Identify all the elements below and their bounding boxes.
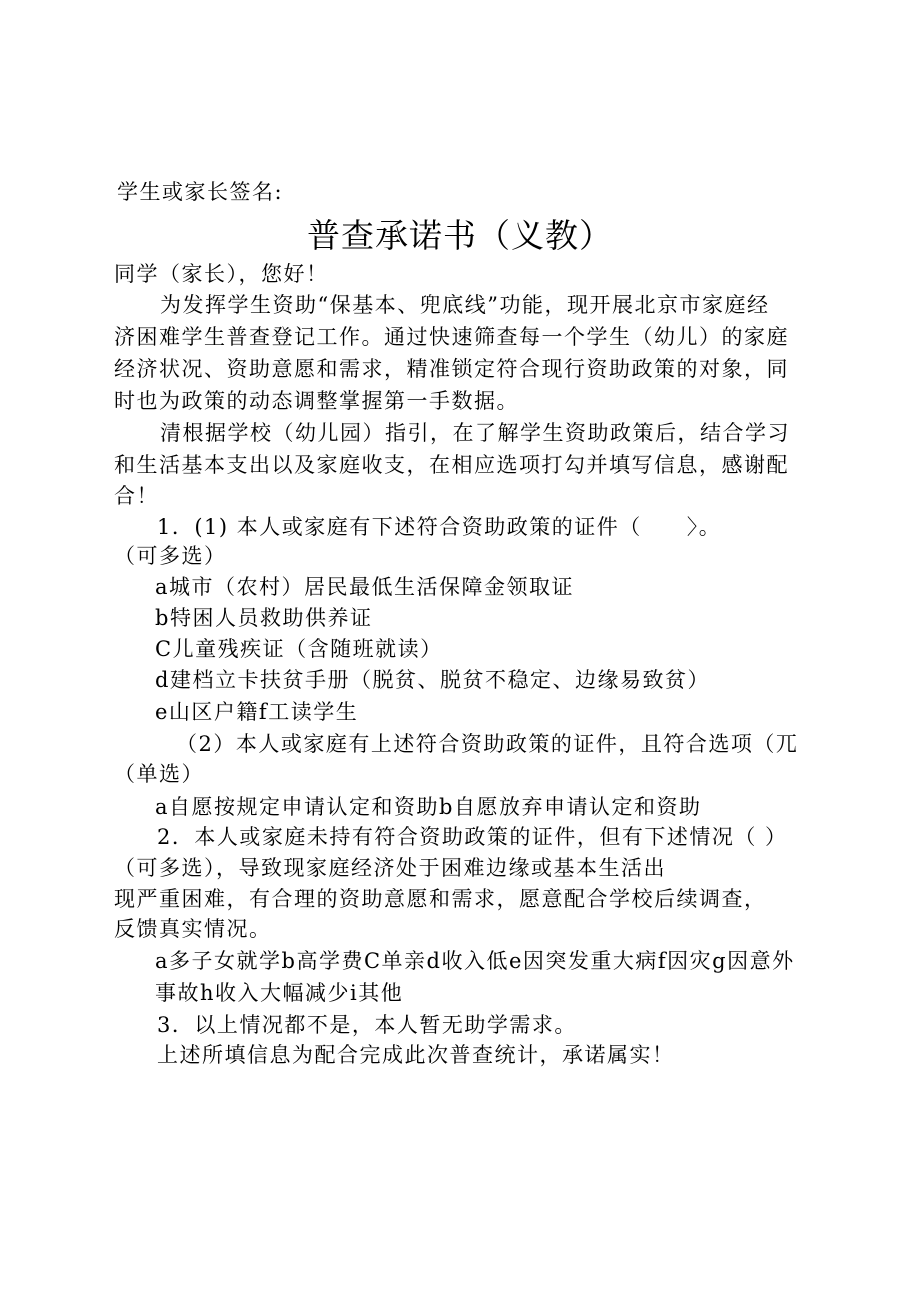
question-text: 反馈真实情况。: [114, 917, 272, 941]
question-note: （可多选）: [114, 544, 227, 568]
option-item: b特困人员救助供养证: [155, 606, 373, 630]
question-text: 1．(1) 本人或家庭有下述符合资助政策的证件（ 〉。: [157, 515, 722, 539]
question-3: 3．以上情况都不是，本人暂无助学需求。: [157, 1013, 577, 1037]
signature-label: 学生或家长签名:: [117, 180, 284, 204]
intro-line: 经济状况、资助意愿和需求，精准锁定符合现行资助政策的对象，同: [114, 357, 789, 381]
question-text: （2）本人或家庭有上述符合资助政策的证件，且符合选项（兀: [176, 732, 799, 756]
option-item: C儿童残疾证（含随班就读）: [155, 637, 443, 661]
closing-statement: 上述所填信息为配合完成此次普查统计，承诺属实！: [157, 1043, 675, 1067]
greeting: 同学（家长），您好！: [114, 262, 329, 286]
question-note: （单选）: [114, 762, 204, 786]
option-item: a多子女就学b高学费C单亲d收入低e因突发重大病f因灾g因意外: [155, 949, 795, 973]
option-item: a自愿按规定申请认定和资助b自愿放弃申请认定和资助: [155, 795, 702, 819]
question-text: 现严重困难，有合理的资助意愿和需求，愿意配合学校后续调查，: [114, 887, 767, 911]
question-text: 2．本人或家庭未持有符合资助政策的证件，但有下述情况（ ）: [157, 825, 788, 849]
intro-line: 时也为政策的动态调整掌握第一手数据。: [114, 389, 519, 413]
option-item: 事故h收入大幅减少i其他: [155, 981, 404, 1005]
intro-line: 济困难学生普查登记工作。通过快速筛查每一个学生（幼儿）的家庭: [114, 325, 789, 349]
intro-line: 为发挥学生资助“保基本、兜底线”功能，现开展北京市家庭经: [160, 293, 770, 317]
instruction-line: 清根据学校（幼儿园）指引，在了解学生资助政策后，结合学习: [160, 421, 790, 445]
instruction-line: 合！: [114, 484, 159, 508]
option-item: e山区户籍f工读学生: [155, 700, 359, 724]
question-text: （可多选），导致现家庭经济处于困难边缘或基本生活出: [114, 856, 666, 880]
option-item: d建档立卡扶贫手册（脱贫、脱贫不稳定、边缘易致贫）: [155, 668, 710, 692]
option-item: a城市（农村）居民最低生活保障金领取证: [155, 575, 575, 599]
page-title: 普查承诺书（义教）: [307, 216, 613, 255]
instruction-line: 和生活基本支出以及家庭收支，在相应选项打勾并填写信息，感谢配: [114, 453, 789, 477]
